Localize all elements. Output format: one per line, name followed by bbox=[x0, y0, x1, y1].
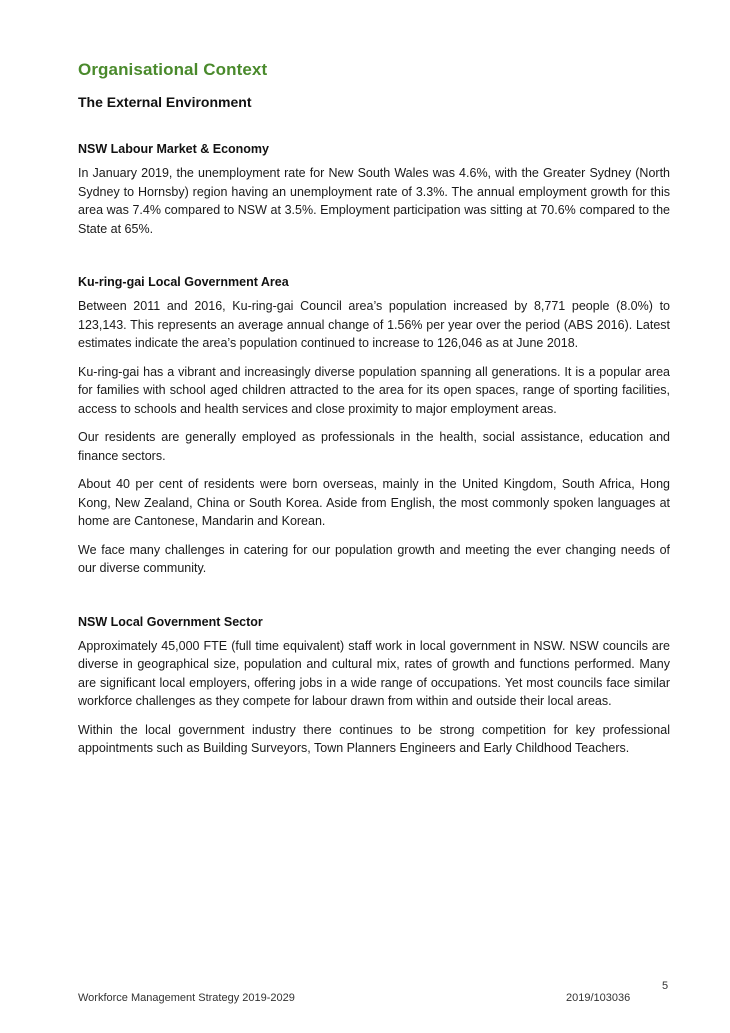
section-local-government bbox=[78, 613, 670, 758]
paragraph: Approximately 45,000 FTE (full time equivalent) staff work in local government in NSW. NSW councils are diverse in geographical size, population and cultural mix, rates of growth and functions performed. Many are significant local employers, offering jobs in a wide range of occupations. Yet most councils face similar workforce challenges as they compete for labour drawn from within and outside their local areas. bbox=[78, 638, 670, 708]
section-title: Ku-ring-gai Local Government Area bbox=[78, 275, 289, 289]
page-number: 5 bbox=[662, 980, 669, 992]
paragraph: Within the local government industry there continues to be strong competition for key professional appointments such as Building Surveyors, Town Planners Engineers and Early Childhood Teachers. bbox=[78, 722, 670, 755]
paragraph: Between 2011 and 2016, Ku-ring-gai Council area’s population increased by 8,771 people (8.0%) to 123,143. This represents an average annual change of 1.56% per year over the period (ABS 2016). Latest estimates indicate the area’s population continued to increase to 126,046 as at June 2018. bbox=[78, 299, 670, 350]
paragraph: We face many challenges in catering for our population growth and meeting the ever changing needs of our diverse community. bbox=[78, 542, 670, 575]
paragraph: About 40 per cent of residents were born overseas, mainly in the United Kingdom, South Africa, Hong Kong, New Zealand, China or South Korea. Aside from English, the most commonly spoken languages at home are Cantonese, Mandarin and Korean. bbox=[78, 477, 670, 528]
document-body bbox=[78, 58, 670, 758]
footer-document-title: Workforce Management Strategy 2019-2029 bbox=[78, 992, 295, 1004]
paragraph: Our residents are generally employed as professionals in the health, social assistance, education and finance sectors. bbox=[78, 430, 670, 463]
section-title: NSW Local Government Sector bbox=[78, 614, 263, 629]
page-subtitle: The External Environment bbox=[78, 94, 252, 110]
section-labour-market bbox=[78, 140, 670, 238]
section-title: NSW Labour Market & Economy bbox=[78, 142, 269, 156]
paragraph: In January 2019, the unemployment rate for New South Wales was 4.6%, with the Greater Sydney (North Sydney to Hornsby) region having an unemployment rate of 3.3%. The annual employment growth for this area was 7.4% compared to NSW at 3.5%. Employment participation was sitting at 70.6% compared to the State at 65%. bbox=[78, 166, 670, 236]
paragraph: Ku-ring-gai has a vibrant and increasingly diverse population spanning all generations. It is a popular area for families with school aged children attracted to the area for its open spaces, range of sporting facilities, access to schools and health services and close proximity to major employment areas. bbox=[78, 364, 670, 416]
page-title: Organisational Context bbox=[78, 60, 268, 79]
section-lga bbox=[78, 273, 670, 578]
footer-document-reference: 2019/103036 bbox=[566, 992, 631, 1004]
